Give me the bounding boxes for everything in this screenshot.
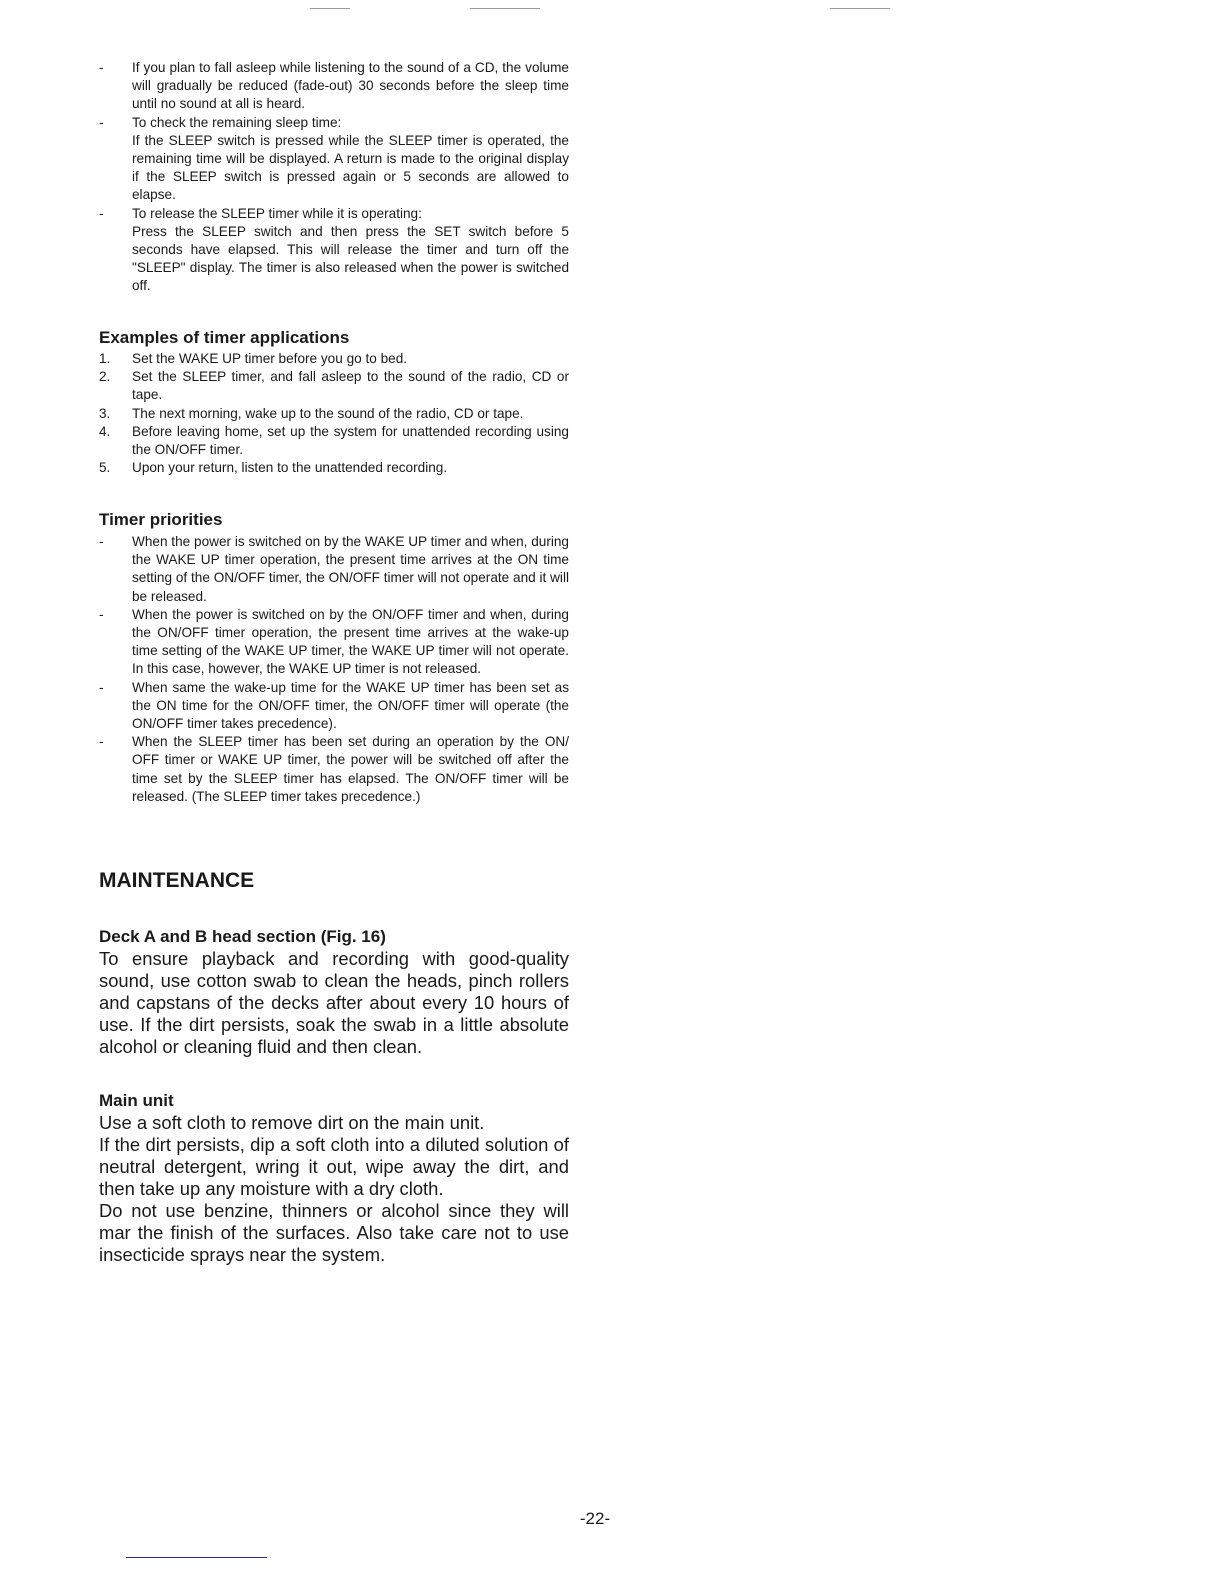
bullet-dash: -	[99, 114, 104, 130]
main-unit-text	[99, 1112, 569, 1266]
list-item-text: When same the wake-up time for the WAKE UP timer has been set as the ON time for the ON/OFF timer, the ON/OFF timer will operate (the ON/OFF timer takes precedence).	[132, 679, 569, 732]
item-number: 1.	[99, 351, 111, 366]
list-item-text: When the power is switched on by the WAKE UP timer and when, during the WAKE UP timer operation, the present time arrives at the ON time setting of the ON/OFF timer, the ON/OFF timer will not operate and it will be released.	[132, 534, 569, 604]
scan-artifact	[830, 8, 890, 9]
deck-cleaning-text: To ensure playback and recording with good-quality sound, use cotton swab to clean the heads, pinch rollers and capstans of the decks after about every 10 hours of use. If the dirt persists, soak the swab in a little absolute alcohol or cleaning fluid and then clean.	[99, 948, 569, 1057]
section-heading-examples: Examples of timer applications	[99, 328, 350, 347]
list-item	[99, 368, 569, 404]
item-number: 5.	[99, 460, 111, 476]
list-item	[99, 533, 569, 606]
priorities-list	[99, 533, 569, 806]
list-item-text: Set the SLEEP timer, and fall asleep to the sound of the radio, CD or tape.	[132, 369, 569, 403]
list-item-text: If you plan to fall asleep while listening to the sound of a CD, the volume will gradually be reduced (fade-out) 30 seconds before the sleep time until no sound at all is heard.	[132, 60, 569, 112]
item-number: 2.	[99, 369, 111, 385]
item-number: 3.	[99, 405, 111, 421]
bullet-dash: -	[99, 679, 104, 695]
paragraph: Do not use benzine, thinners or alcohol since they will mar the finish of the surfaces. Also take care not to use insecticide sprays near the system.	[99, 1200, 569, 1265]
list-item-text: To release the SLEEP timer while it is operating:	[132, 205, 422, 221]
list-item	[99, 350, 569, 368]
list-item	[99, 606, 569, 679]
sleep-notes-list	[99, 59, 569, 296]
section-heading-deck: Deck A and B head section (Fig. 16)	[99, 927, 386, 946]
list-item-detail: If the SLEEP switch is pressed while the SLEEP timer is operated, the remaining time will be displayed. A return is made to the original display if the SLEEP switch is pressed again or 5 seconds are allowed to elapse.	[132, 132, 569, 203]
scan-artifact	[310, 8, 350, 9]
maintenance-heading: MAINTENANCE	[99, 869, 255, 892]
list-item	[99, 59, 569, 114]
list-item	[99, 405, 569, 423]
list-item-detail: Press the SLEEP switch and then press the SET switch before 5 seconds have elapsed. This will release the timer and turn off the "SLEEP" display. The timer is also released when the power is switched off.	[132, 223, 569, 294]
list-item-text: When the power is switched on by the ON/OFF timer and when, during the ON/OFF timer operation, the present time arrives at the wake-up time setting of the WAKE UP timer, the WAKE UP timer will not operate. In this case, however, the WAKE UP timer is not released.	[132, 606, 569, 677]
list-item-text: The next morning, wake up to the sound of the radio, CD or tape.	[132, 405, 524, 421]
bullet-dash: -	[99, 205, 104, 221]
list-item	[99, 205, 569, 296]
list-item-text: Set the WAKE UP timer before you go to bed.	[132, 351, 408, 366]
bullet-dash: -	[99, 734, 104, 750]
paragraph: Use a soft cloth to remove dirt on the main unit.	[99, 1112, 485, 1133]
list-item	[99, 114, 569, 205]
list-item-text: Upon your return, listen to the unattended recording.	[132, 460, 448, 476]
list-item	[99, 679, 569, 734]
list-item	[99, 423, 569, 459]
page-number: -22-	[579, 1509, 611, 1528]
list-item-text: To check the remaining sleep time:	[132, 114, 342, 130]
bullet-dash: -	[99, 60, 104, 75]
item-number: 4.	[99, 423, 111, 439]
scan-artifact	[470, 8, 540, 9]
section-heading-priorities: Timer priorities	[99, 510, 223, 529]
list-item	[99, 459, 569, 477]
examples-list	[99, 350, 569, 477]
paragraph: If the dirt persists, dip a soft cloth into a diluted solution of neutral detergent, wring it out, wipe away the dirt, and then take up any moisture with a dry cloth.	[99, 1134, 569, 1199]
list-item-text: Before leaving home, set up the system for unattended recording using the ON/OFF timer.	[132, 423, 569, 458]
section-heading-main-unit: Main unit	[99, 1091, 174, 1110]
bullet-dash: -	[99, 606, 104, 622]
footer-rule	[126, 1557, 267, 1558]
list-item	[99, 733, 569, 806]
bullet-dash: -	[99, 534, 104, 549]
list-item-text: When the SLEEP timer has been set during an operation by the ON/ OFF timer or WAKE UP timer, the power will be switched off after the time set by the SLEEP timer has elapsed. The ON/OFF timer will be released. (The SLEEP timer takes precedence.)	[132, 734, 569, 804]
